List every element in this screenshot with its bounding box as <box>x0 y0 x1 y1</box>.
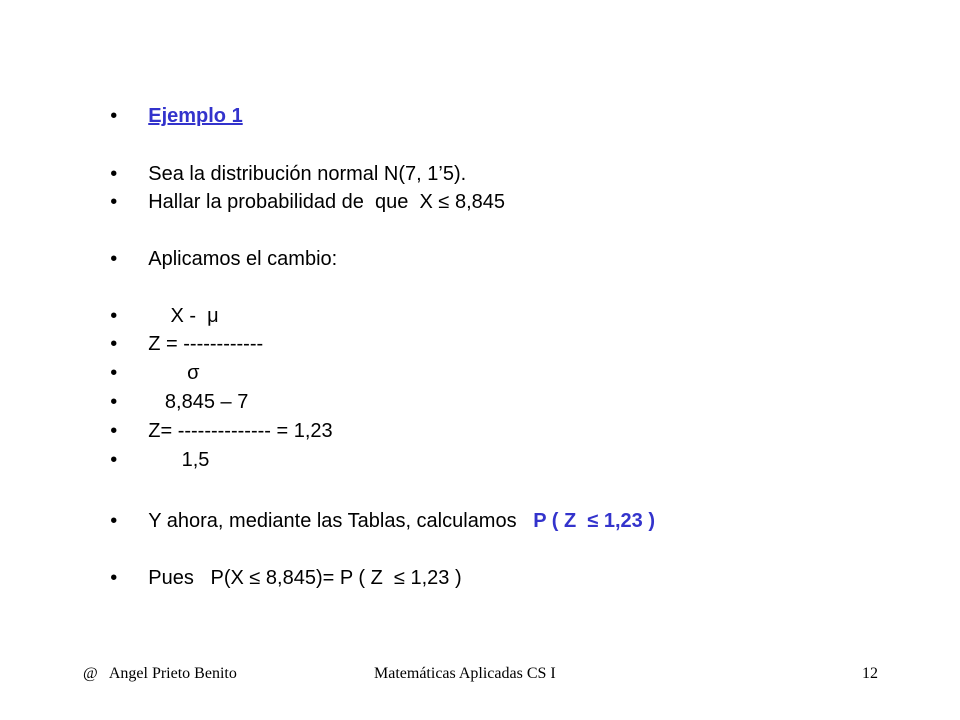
bullet-find <box>88 160 506 213</box>
bullet-dot: • <box>110 567 118 589</box>
bullet-dot: • <box>110 191 118 213</box>
slide-body <box>88 0 948 640</box>
bullet-tables <box>88 479 656 532</box>
tables-highlight: P ( Z ≤ 1,23 ) <box>533 510 656 532</box>
bullet-computation-denominator <box>88 418 210 471</box>
bullet-dot: • <box>110 163 118 185</box>
bullet-formula-denominator <box>88 331 200 384</box>
bullet-dot: • <box>110 391 118 413</box>
footer-author: @ Angel Prieto Benito <box>83 665 237 682</box>
bullet-computation-numerator <box>88 360 249 413</box>
formula-z-line: Z = ------------ <box>148 333 264 355</box>
bullet-formula-numerator <box>88 274 219 327</box>
bullet-dot: • <box>110 510 118 532</box>
footer-page-number: 12 <box>862 665 878 682</box>
bullet-example-title <box>88 74 243 127</box>
bullet-dot: • <box>110 333 118 355</box>
apply-text: Aplicamos el cambio: <box>148 248 338 270</box>
footer-course: Matemáticas Aplicadas CS I <box>374 665 556 682</box>
formula-numerator: X - μ <box>148 305 219 327</box>
distribution-text: Sea la distribución normal N(7, 1’5). <box>148 163 467 185</box>
tables-text: Y ahora, mediante las Tablas, calculamos <box>148 510 534 532</box>
bullet-formula-z <box>88 302 264 355</box>
bullet-dot: • <box>110 449 118 471</box>
bullet-dot: • <box>110 305 118 327</box>
computation-denominator: 1,5 <box>148 449 210 471</box>
result-text: Pues P(X ≤ 8,845)= P ( Z ≤ 1,23 ) <box>148 567 462 589</box>
bullet-dot: • <box>110 362 118 384</box>
example-title: Ejemplo 1 <box>148 105 243 127</box>
bullet-dot: • <box>110 248 118 270</box>
bullet-apply <box>88 217 338 270</box>
formula-denominator: σ <box>148 362 200 384</box>
bullet-dot: • <box>110 420 118 442</box>
find-text: Hallar la probabilidad de que X ≤ 8,845 <box>148 191 506 213</box>
bullet-dot: • <box>110 105 118 127</box>
bullet-distribution <box>88 132 467 185</box>
computation-z-line: Z= -------------- = 1,23 <box>148 420 333 442</box>
bullet-computation-z <box>88 389 333 442</box>
bullet-result <box>88 536 462 589</box>
computation-numerator: 8,845 – 7 <box>148 391 249 413</box>
